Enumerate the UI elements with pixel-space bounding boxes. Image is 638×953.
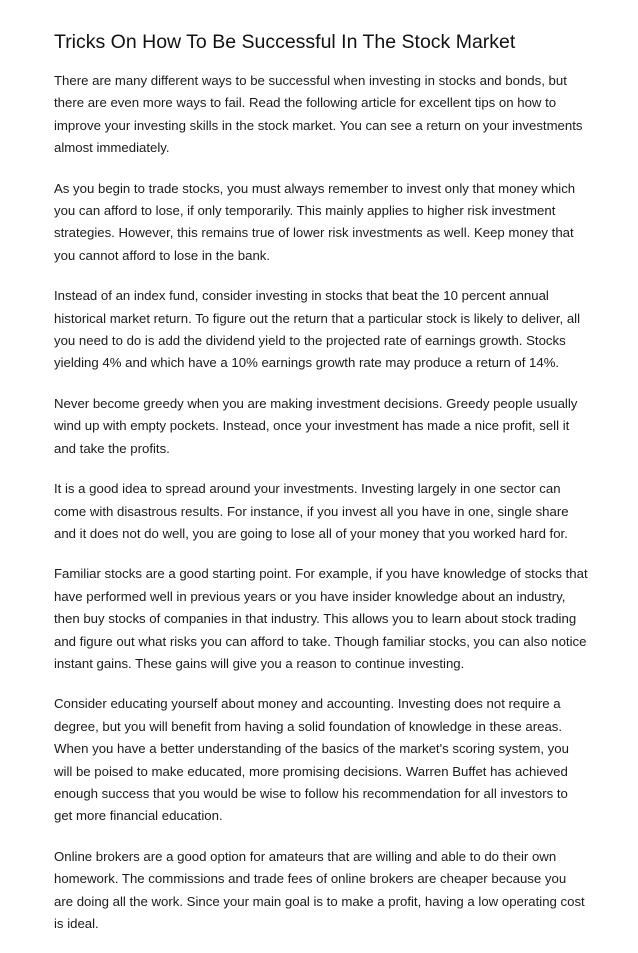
paragraph: Instead of an index fund, consider investing in stocks that beat the 10 percent annual historical market return. To figure out the return that a particular stock is likely to deliver, all you need to do is add the dividend yield to the projected rate of earnings growth. Stocks yielding 4% and which have a 10% earnings growth rate may produce a return of 14%. <box>54 288 581 371</box>
paragraph: Consider educating yourself about money and accounting. Investing does not require a degree, but you will benefit from having a solid foundation of knowledge in these areas. When you have a better understanding of the basics of the market's scoring system, you will be poised to make educated, more promising decisions. Warren Buffet has achieved enough success that you would be wise to follow his recommendation for all investors to get more financial education. <box>54 696 569 824</box>
paragraph: Online brokers are a good option for amateurs that are willing and able to do their own homework. The commissions and trade fees of online brokers are cheaper because you are doing all the work. Since your main goal is to make a profit, having a low operating cost is ideal. <box>54 848 585 931</box>
paragraph: It is a good idea to spread around your investments. Investing largely in one sector can come with disastrous results. For instance, if you invest all you have in one, single share and it does not do well, you are going to lose all of your money that you worked hard for. <box>54 481 569 541</box>
document-body <box>54 70 588 935</box>
document-page <box>54 0 588 953</box>
paragraph: Familiar stocks are a good starting point. For example, if you have knowledge of stocks that have performed well in previous years or you have insider knowledge about an industry, then buy stocks of companies in that industry. This allows you to learn about stock trading and figure out what risks you can afford to take. Though familiar stocks, you can also notice instant gains. These gains will give you a reason to continue investing. <box>54 566 588 671</box>
document-title: Tricks On How To Be Successful In The Stock Market <box>54 31 516 53</box>
paragraph: There are many different ways to be successful when investing in stocks and bonds, but there are even more ways to fail. Read the following article for excellent tips on how to improve your investing skills in the stock market. You can see a return on your investments almost immediately. <box>54 73 583 156</box>
paragraph: Never become greedy when you are making investment decisions. Greedy people usually wind up with empty pockets. Instead, once your investment has made a nice profit, sell it and take the profits. <box>54 395 578 456</box>
paragraph: As you begin to trade stocks, you must always remember to invest only that money which you can afford to lose, if only temporarily. This mainly applies to higher risk investment strategies. However, this remains true of lower risk investments as well. Keep money that you cannot afford to lose in the bank. <box>54 180 576 263</box>
